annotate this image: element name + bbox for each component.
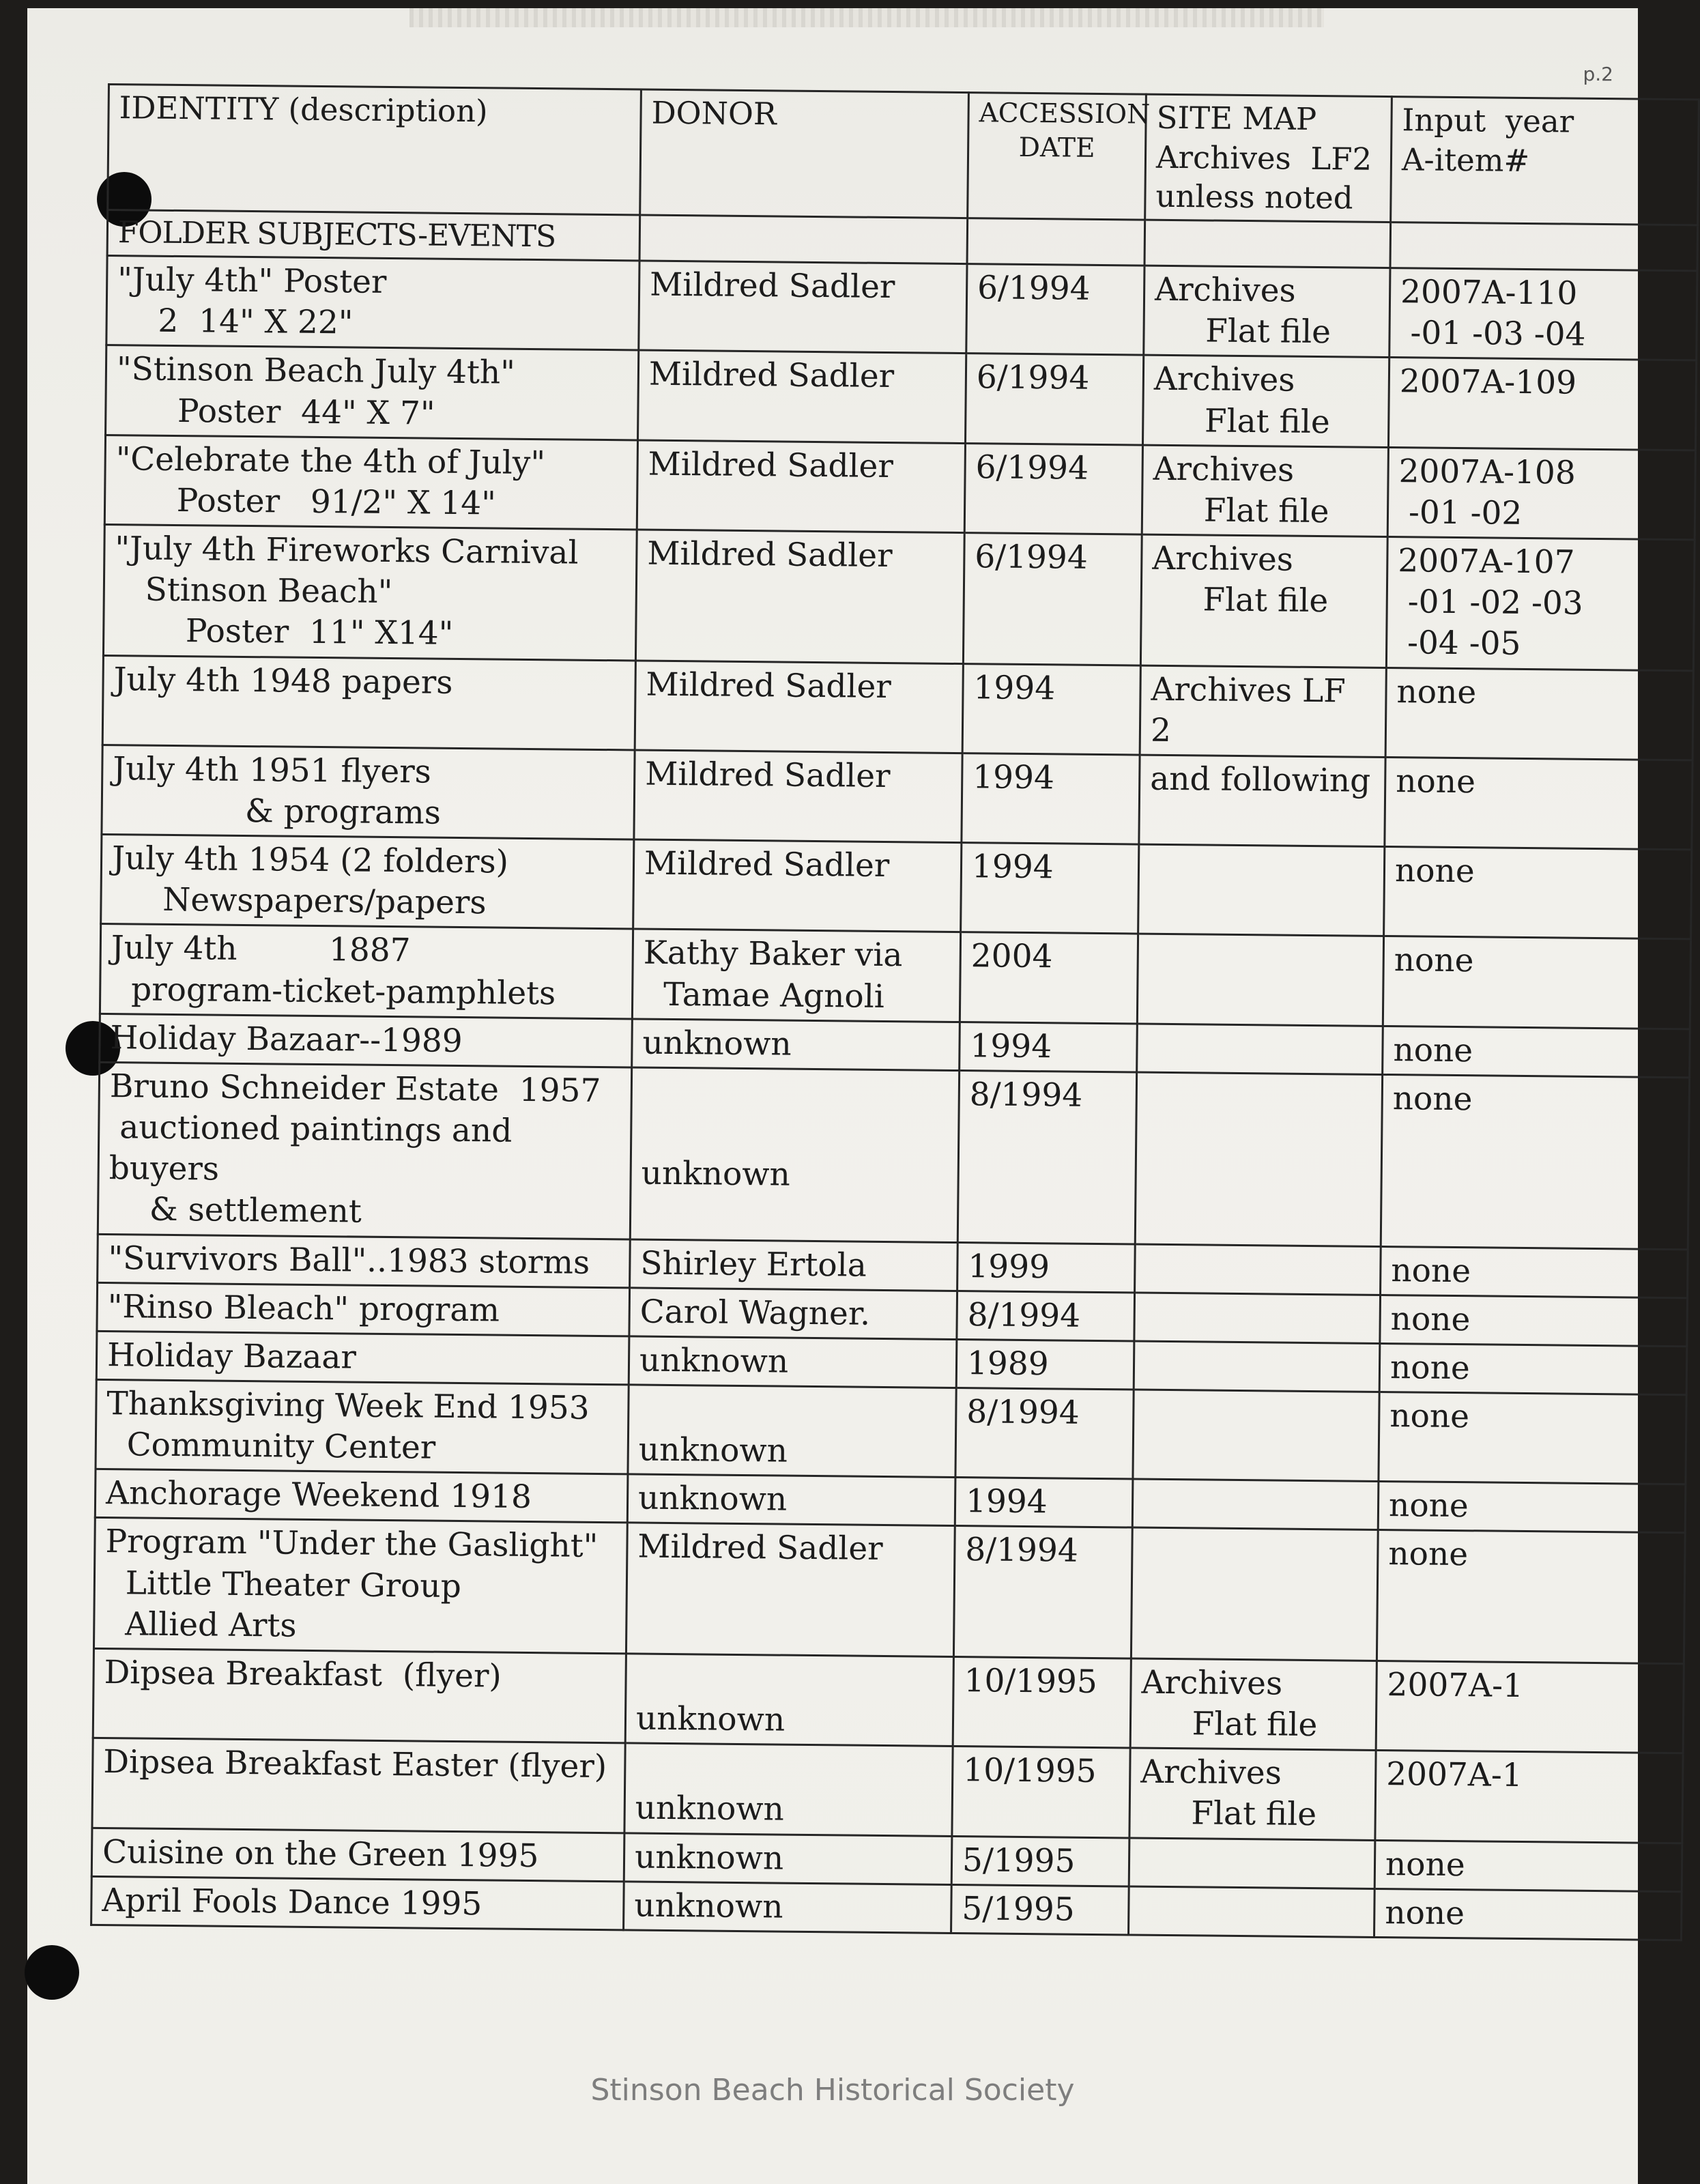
- cell-site-map: [1135, 1072, 1382, 1246]
- cell-accession-date: 8/1994: [955, 1388, 1134, 1480]
- cell-identity: "Rinso Bleach" program: [97, 1282, 630, 1336]
- cell-accession-date: 6/1994: [966, 264, 1144, 356]
- header-input-year: Input year A-item#: [1391, 97, 1699, 225]
- cell-site-map: [1133, 1390, 1379, 1482]
- cell-identity: April Fools Dance 1995: [91, 1876, 624, 1930]
- document-page: [27, 8, 1638, 2184]
- cell-site-map: [1134, 1341, 1380, 1392]
- cell-item-number: 2007A-109: [1388, 358, 1696, 450]
- table-row: [93, 1648, 1684, 1753]
- cell-accession-date: 1989: [956, 1339, 1134, 1390]
- cell-donor: Mildred Sadler: [637, 440, 965, 533]
- table-row: [93, 1518, 1685, 1664]
- cell-item-number: none: [1374, 1888, 1682, 1940]
- cell-item-number: none: [1374, 1840, 1682, 1891]
- binder-hole-icon: [25, 1945, 79, 2000]
- header-site-map: SITE MAP Archives LF2 unless noted: [1145, 94, 1392, 222]
- cell-site-map: and following: [1139, 755, 1385, 847]
- cell-accession-date: 8/1994: [957, 1291, 1135, 1341]
- cell-site-map: [1134, 1293, 1381, 1344]
- cell-donor: Mildred Sadler: [635, 530, 964, 663]
- cell-identity: Dipsea Breakfast (flyer): [93, 1648, 626, 1743]
- cell-donor: unknown: [630, 1067, 959, 1242]
- cell-site-map: Archives Flat file: [1142, 355, 1389, 447]
- cell-identity: Thanksgiving Week End 1953 Community Center: [96, 1379, 629, 1474]
- cell-site-map: [1137, 934, 1383, 1026]
- cell-identity: July 4th 1948 papers: [102, 655, 635, 750]
- cell-item-number: none: [1385, 667, 1693, 760]
- subheader-blank: [1390, 222, 1698, 271]
- cell-donor: Shirley Ertola: [630, 1239, 958, 1291]
- cell-item-number: none: [1378, 1482, 1686, 1533]
- cell-donor: Mildred Sadler: [626, 1523, 955, 1656]
- cell-identity: Holiday Bazaar: [96, 1331, 629, 1385]
- header-row: [108, 85, 1699, 225]
- cell-site-map: [1137, 1024, 1383, 1075]
- cell-item-number: none: [1380, 1295, 1688, 1346]
- cell-identity: Bruno Schneider Estate 1957 auctioned paintings and buyers & settlement: [98, 1062, 631, 1239]
- cell-item-number: none: [1384, 847, 1692, 940]
- table-row: [102, 745, 1692, 850]
- cell-site-map: [1129, 1886, 1375, 1938]
- cell-accession-date: 8/1994: [957, 1070, 1136, 1244]
- cell-site-map: [1129, 1838, 1375, 1889]
- cell-accession-date: 5/1995: [951, 1836, 1129, 1886]
- cell-site-map: Archives Flat file: [1140, 534, 1387, 667]
- table-row: [98, 1062, 1689, 1249]
- page-number: p.2: [1583, 63, 1613, 85]
- cell-accession-date: 1994: [955, 1478, 1133, 1528]
- cell-identity: "Celebrate the 4th of July" Poster 91/2" X 14": [104, 435, 637, 530]
- cell-identity: Dipsea Breakfast Easter (flyer): [92, 1738, 625, 1833]
- cell-donor: unknown: [624, 1743, 953, 1836]
- header-identity: IDENTITY (description): [108, 85, 642, 215]
- cell-item-number: none: [1385, 757, 1692, 850]
- cell-accession-date: 1994: [960, 1022, 1138, 1072]
- cell-donor: unknown: [632, 1019, 960, 1071]
- cell-accession-date: 2004: [960, 932, 1138, 1024]
- table-row: [102, 655, 1693, 760]
- table-row: [106, 345, 1697, 450]
- cell-identity: "Survivors Ball"..1983 storms: [98, 1234, 631, 1288]
- cell-item-number: 2007A-107 -01 -02 -03 -04 -05: [1386, 537, 1695, 671]
- cell-accession-date: 10/1995: [952, 1747, 1130, 1838]
- cell-identity: Program "Under the Gaslight" Little Theater Group Allied Arts: [93, 1518, 627, 1654]
- cell-identity: Holiday Bazaar--1989: [100, 1014, 633, 1067]
- watermark: Stinson Beach Historical Society: [590, 2073, 1075, 2108]
- cell-item-number: none: [1381, 1074, 1689, 1249]
- table-row: [104, 435, 1695, 540]
- cell-donor: Mildred Sadler: [634, 750, 962, 843]
- cell-donor: Mildred Sadler: [633, 839, 962, 932]
- torn-edge: [409, 8, 1324, 27]
- cell-accession-date: 6/1994: [965, 354, 1143, 445]
- cell-item-number: 2007A-1: [1376, 1661, 1684, 1753]
- cell-item-number: 2007A-108 -01 -02: [1387, 447, 1695, 540]
- header-donor: DONOR: [640, 89, 969, 218]
- header-accession-date: ACCESSION DATE: [968, 93, 1147, 220]
- cell-donor: unknown: [624, 1882, 952, 1934]
- cell-accession-date: 6/1994: [964, 443, 1142, 534]
- cell-identity: "July 4th Fireworks Carnival Stinson Beach" Poster 11" X14": [103, 525, 637, 661]
- cell-item-number: none: [1383, 936, 1690, 1029]
- cell-identity: "July 4th" Poster 2 14" X 22": [106, 256, 639, 351]
- cell-site-map: Archives Flat file: [1130, 1658, 1377, 1751]
- cell-item-number: none: [1381, 1246, 1688, 1297]
- subheader-blank: [1144, 220, 1391, 268]
- cell-identity: July 4th 1954 (2 folders) Newspapers/papers: [101, 835, 634, 930]
- cell-site-map: Archives Flat file: [1129, 1748, 1376, 1840]
- cell-item-number: 2007A-110 -01 -03 -04: [1389, 268, 1697, 361]
- cell-item-number: 2007A-1: [1375, 1751, 1683, 1843]
- cell-accession-date: 1994: [962, 663, 1140, 755]
- cell-item-number: none: [1379, 1343, 1687, 1394]
- subheader-folder-subjects: FOLDER SUBJECTS-EVENTS: [107, 210, 640, 261]
- cell-site-map: Archives LF 2: [1140, 665, 1386, 758]
- cell-accession-date: 6/1994: [963, 533, 1142, 665]
- table-row: [101, 835, 1692, 940]
- cell-site-map: Archives Flat file: [1144, 265, 1390, 358]
- cell-donor: Kathy Baker via Tamae Agnoli: [632, 929, 960, 1022]
- cell-site-map: [1132, 1479, 1379, 1530]
- inventory-table: [90, 83, 1700, 1941]
- cell-donor: unknown: [628, 1385, 956, 1478]
- cell-accession-date: 10/1995: [953, 1656, 1131, 1748]
- cell-site-map: [1131, 1527, 1378, 1661]
- table-row: [103, 525, 1695, 671]
- table-row: [100, 924, 1690, 1029]
- table-row: [92, 1738, 1683, 1843]
- cell-site-map: [1138, 844, 1385, 936]
- cell-identity: Cuisine on the Green 1995: [91, 1828, 624, 1882]
- cell-donor: Mildred Sadler: [635, 660, 963, 753]
- subheader-blank: [639, 215, 968, 264]
- cell-item-number: none: [1383, 1026, 1690, 1077]
- cell-donor: Mildred Sadler: [639, 261, 967, 354]
- cell-identity: July 4th 1951 flyers & programs: [102, 745, 635, 839]
- cell-item-number: none: [1377, 1530, 1685, 1664]
- subheader-blank: [967, 218, 1145, 265]
- cell-item-number: none: [1379, 1392, 1686, 1484]
- cell-identity: July 4th 1887 program-ticket-pamphlets: [100, 924, 633, 1019]
- cell-site-map: Archives Flat file: [1142, 445, 1388, 537]
- cell-donor: unknown: [625, 1654, 953, 1747]
- table-row: [96, 1379, 1686, 1484]
- cell-donor: unknown: [627, 1474, 955, 1526]
- cell-donor: unknown: [624, 1833, 952, 1884]
- cell-site-map: [1135, 1244, 1381, 1295]
- cell-donor: Mildred Sadler: [638, 350, 966, 443]
- cell-accession-date: 8/1994: [953, 1526, 1132, 1658]
- cell-donor: unknown: [629, 1336, 957, 1388]
- cell-accession-date: 5/1995: [951, 1884, 1129, 1935]
- cell-donor: Carol Wagner.: [629, 1288, 957, 1340]
- table-row: [106, 256, 1697, 361]
- cell-identity: "Stinson Beach July 4th" Poster 44" X 7": [106, 345, 639, 440]
- cell-accession-date: 1999: [957, 1242, 1136, 1293]
- cell-identity: Anchorage Weekend 1918: [95, 1469, 628, 1523]
- cell-accession-date: 1994: [962, 753, 1140, 844]
- cell-accession-date: 1994: [961, 843, 1139, 934]
- inventory-sheet: [90, 83, 1698, 1941]
